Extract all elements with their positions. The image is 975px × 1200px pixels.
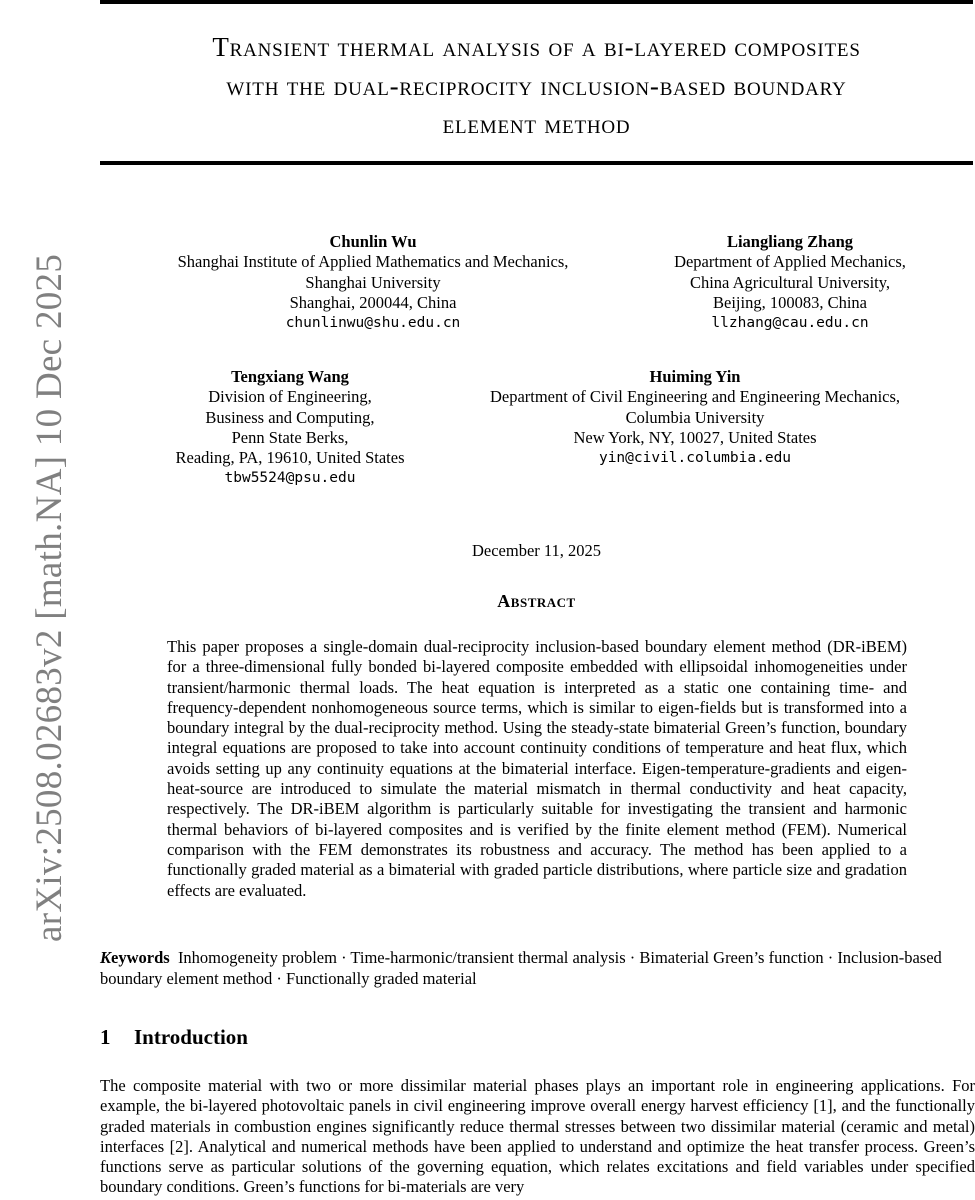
author-affiliation-line: Division of Engineering, — [208, 387, 372, 407]
author-block-liangliang-zhang — [640, 232, 940, 333]
author-name: Liangliang Zhang — [726, 232, 854, 251]
author-affiliation-line: Shanghai, 200044, China — [289, 292, 457, 312]
title-line-1: Transient thermal analysis of a bi-layered composites — [212, 32, 861, 62]
abstract-heading: Abstract — [497, 591, 576, 611]
title-line-3: element method — [442, 109, 631, 139]
author-block-huiming-yin — [455, 367, 935, 468]
author-email[interactable]: tbw5524@psu.edu — [224, 470, 356, 487]
introduction-paragraph: The composite material with two or more dissimilar material phases plays an important role in engineering applications. For example, the bi-layered photovoltaic panels in civil engineering improve overall energy harvest efficiency [1], and the functionally graded materials in combustion engines significantly reduce thermal stresses between two dissimilar material (ceramic and metal) interfaces [2]. Analytical and numerical methods have been applied to understand and optimize the heat transfer process. Green’s functions serve as particular solutions of the governing equation, which relates excitations and field variables under specified boundary conditions. Green’s functions for bi-materials are very — [100, 1076, 975, 1197]
author-affiliation-line: Reading, PA, 19610, United States — [175, 448, 405, 468]
section-title: Introduction — [134, 1025, 248, 1049]
author-email[interactable]: llzhang@cau.edu.cn — [711, 315, 869, 332]
title-line-2: with the dual-reciprocity inclusion-based boundary — [226, 70, 847, 101]
author-affiliation-line: Department of Civil Engineering and Engineering Mechanics, — [489, 387, 901, 407]
author-email[interactable]: chunlinwu@shu.edu.cn — [285, 315, 461, 332]
author-affiliation-line: China Agricultural University, — [689, 272, 891, 292]
author-affiliation-line: Columbia University — [625, 407, 765, 427]
author-affiliation-line: Department of Applied Mechanics, — [674, 252, 906, 272]
title-bottom-rule — [100, 161, 973, 165]
author-name: Tengxiang Wang — [231, 367, 349, 386]
keywords-label: Keywords — [100, 948, 170, 967]
publication-date: December 11, 2025 — [471, 541, 602, 560]
section-number: 1 — [100, 1025, 111, 1049]
keywords-text: Inhomogeneity problem · Time-harmonic/transient thermal analysis · Bimaterial Green’s function · Inclusion-based boundary element method · Functionally graded material — [100, 948, 942, 988]
author-affiliation-line: New York, NY, 10027, United States — [573, 427, 817, 447]
author-name: Chunlin Wu — [329, 232, 417, 251]
author-affiliation-line: Business and Computing, — [205, 407, 375, 427]
author-email[interactable]: yin@civil.columbia.edu — [598, 450, 792, 467]
author-name: Huiming Yin — [649, 367, 741, 386]
author-affiliation-line: Shanghai Institute of Applied Mathematics and Mechanics, — [177, 252, 569, 272]
author-block-chunlin-wu — [140, 232, 606, 333]
arxiv-identifier: arXiv:2508.02683v2 [math.NA] 10 Dec 2025 — [29, 253, 70, 942]
top-rule — [100, 0, 973, 4]
section-heading-introduction — [100, 1025, 248, 1050]
abstract-text: This paper proposes a single-domain dual-reciprocity inclusion-based boundary element method (DR-iBEM) for a three-dimensional fully bonded bi-layered composite embedded with ellipsoidal inhomogeneities under transient/harmonic thermal loads. The heat equation is interpreted as a static one containing time- and frequency-dependent nonhomogeneous source terms, which is similar to eigen-fields but is transformed into a boundary integral by the dual-reciprocity method. Using the steady-state bimaterial Green’s function, boundary integral equations are proposed to take into account continuity conditions of temperature and heat flux, which avoids setting up any continuity equations at the bimaterial interface. Eigen-temperature-gradients and eigen-heat-source are introduced to simulate the material mismatch in thermal conductivity and heat capacity, respectively. The DR-iBEM algorithm is particularly suitable for investigating the transient and harmonic thermal behaviors of bi-layered composites and is verified by the finite element method (FEM). Numerical comparison with the FEM demonstrates its robustness and accuracy. The method has been applied to a functionally graded material as a bimaterial with graded particle distributions, where particle size and gradation effects are evaluated. — [167, 637, 907, 900]
keywords-block — [100, 948, 973, 989]
author-block-tengxiang-wang — [140, 367, 440, 489]
paper-title — [100, 28, 973, 144]
author-affiliation-line: Shanghai University — [305, 272, 441, 292]
author-affiliation-line: Penn State Berks, — [231, 427, 349, 447]
author-affiliation-line: Beijing, 100083, China — [713, 292, 867, 312]
